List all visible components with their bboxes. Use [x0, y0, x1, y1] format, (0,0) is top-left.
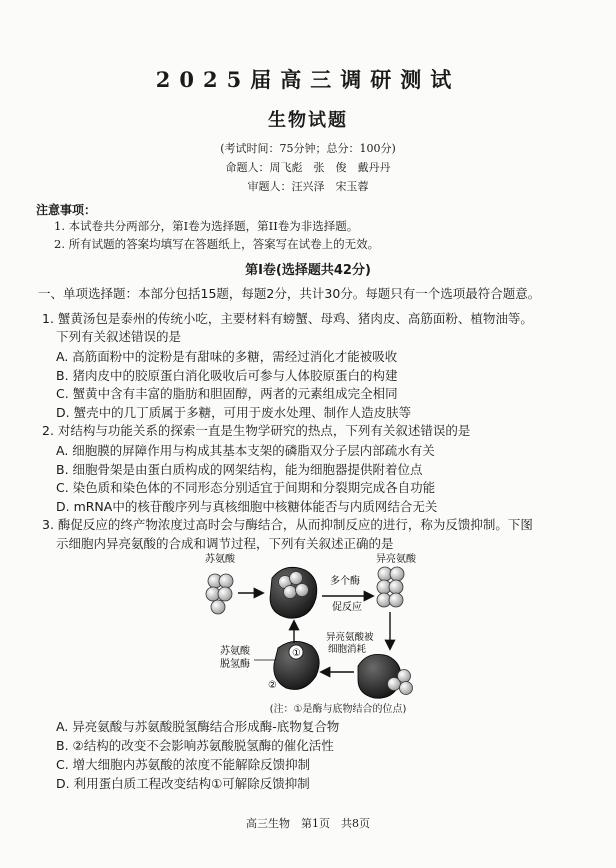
option-1a: A. 高筋面粉中的淀粉是有甜味的多糖，需经过消化才能被吸收: [56, 349, 398, 364]
option-2b: B. 细胞骨架是由蛋白质构成的网架结构，能为细胞器提供附着位点: [56, 462, 423, 477]
reviewer-line: 审题人：汪兴泽 宋玉蓉: [247, 180, 369, 193]
threonine-molecule: [206, 574, 233, 614]
option-2d: D. mRNA中的核苷酸序列与真核细胞中核糖体能否与内质网结合无关: [56, 499, 438, 514]
consumed-label: 异亮氨酸被: [326, 632, 374, 643]
site-1-label: ①: [292, 648, 301, 659]
isoleucine-molecule: [377, 567, 404, 607]
option-3b: B. ②结构的改变不会影响苏氨酸脱氢酶的催化活性: [56, 738, 334, 753]
isoleucine-label: 异亮氨酸: [376, 554, 416, 565]
enzyme-substrate-complex: [270, 567, 317, 618]
notice-item: 2. 所有试题的答案均填写在答题纸上，答案写在试卷上的无效。: [54, 237, 380, 251]
option-3d: D. 利用蛋白质工程改变结构①可解除反馈抑制: [56, 776, 310, 791]
option-3a: A. 异亮氨酸与苏氨酸脱氢酶结合形成酶-底物复合物: [56, 719, 340, 734]
exam-info: (考试时间：75分钟；总分：100分): [220, 142, 396, 155]
option-2a: A. 细胞膜的屏障作用与构成其基本支架的磷脂双分子层内部疏水有关: [56, 443, 435, 458]
enzyme-steps-label: 促反应: [332, 602, 362, 613]
consumed-label: 细胞消耗: [328, 644, 367, 655]
inhibited-enzyme: [358, 654, 413, 698]
subject-title: 生物试题: [268, 110, 348, 131]
enzyme-name: 苏氨酸: [220, 646, 250, 657]
feedback-inhibition-figure: [190, 548, 450, 713]
figure-note: (注：①是酶与底物结合的位点): [269, 704, 407, 715]
page-footer: 高三生物 第1页 共8页: [246, 817, 370, 830]
option-1c: C. 蟹黄中含有丰富的脂肪和胆固醇，两者的元素组成完全相同: [56, 386, 398, 401]
question-3-stem: 示细胞内异亮氨酸的合成和调节过程，下列有关叙述正确的是: [56, 536, 394, 551]
option-3c: C. 增大细胞内苏氨酸的浓度不能解除反馈抑制: [56, 757, 311, 772]
enzyme-name: 脱氢酶: [220, 659, 250, 670]
question-1-stem: 下列有关叙述错误的是: [56, 329, 182, 344]
author-line: 命题人：周飞彪 张 俊 戴丹丹: [225, 161, 391, 174]
notice-item: 1. 本试卷共分两部分，第I卷为选择题，第II卷为非选择题。: [54, 219, 359, 233]
enzyme-steps-label: 多个酶: [330, 576, 360, 587]
question-3-stem: 3. 酶促反应的终产物浓度过高时会与酶结合，从而抑制反应的进行，称为反馈抑制。下图: [42, 517, 533, 532]
option-1b: B. 猪肉皮中的胶原蛋白消化吸收后可参与人体胶原蛋白的构建: [56, 368, 398, 383]
exam-title: 2025届高三调研测试: [155, 67, 461, 92]
section-heading: 一、单项选择题：本部分包括15题，每题2分，共计30分。每题只有一个选项最符合题意。: [38, 286, 541, 301]
question-1-stem: 1. 蟹黄汤包是泰州的传统小吃，主要材料有螃蟹、母鸡、猪肉皮、高筋面粉、植物油等。: [42, 311, 533, 326]
question-2-stem: 2. 对结构与功能关系的探索一直是生物学研究的热点，下列有关叙述错误的是: [42, 423, 471, 438]
option-2c: C. 染色质和染色体的不同形态分别适宜于间期和分裂期完成各自功能: [56, 480, 436, 495]
site-2-label: ②: [268, 680, 277, 691]
notice-heading: 注意事项：: [36, 203, 97, 217]
part-title: 第I卷(选择题共42分): [245, 263, 371, 278]
threonine-label: 苏氨酸: [205, 554, 235, 565]
option-1d: D. 蟹壳中的几丁质属于多糖，可用于废水处理、制作人造皮肤等: [56, 405, 412, 420]
